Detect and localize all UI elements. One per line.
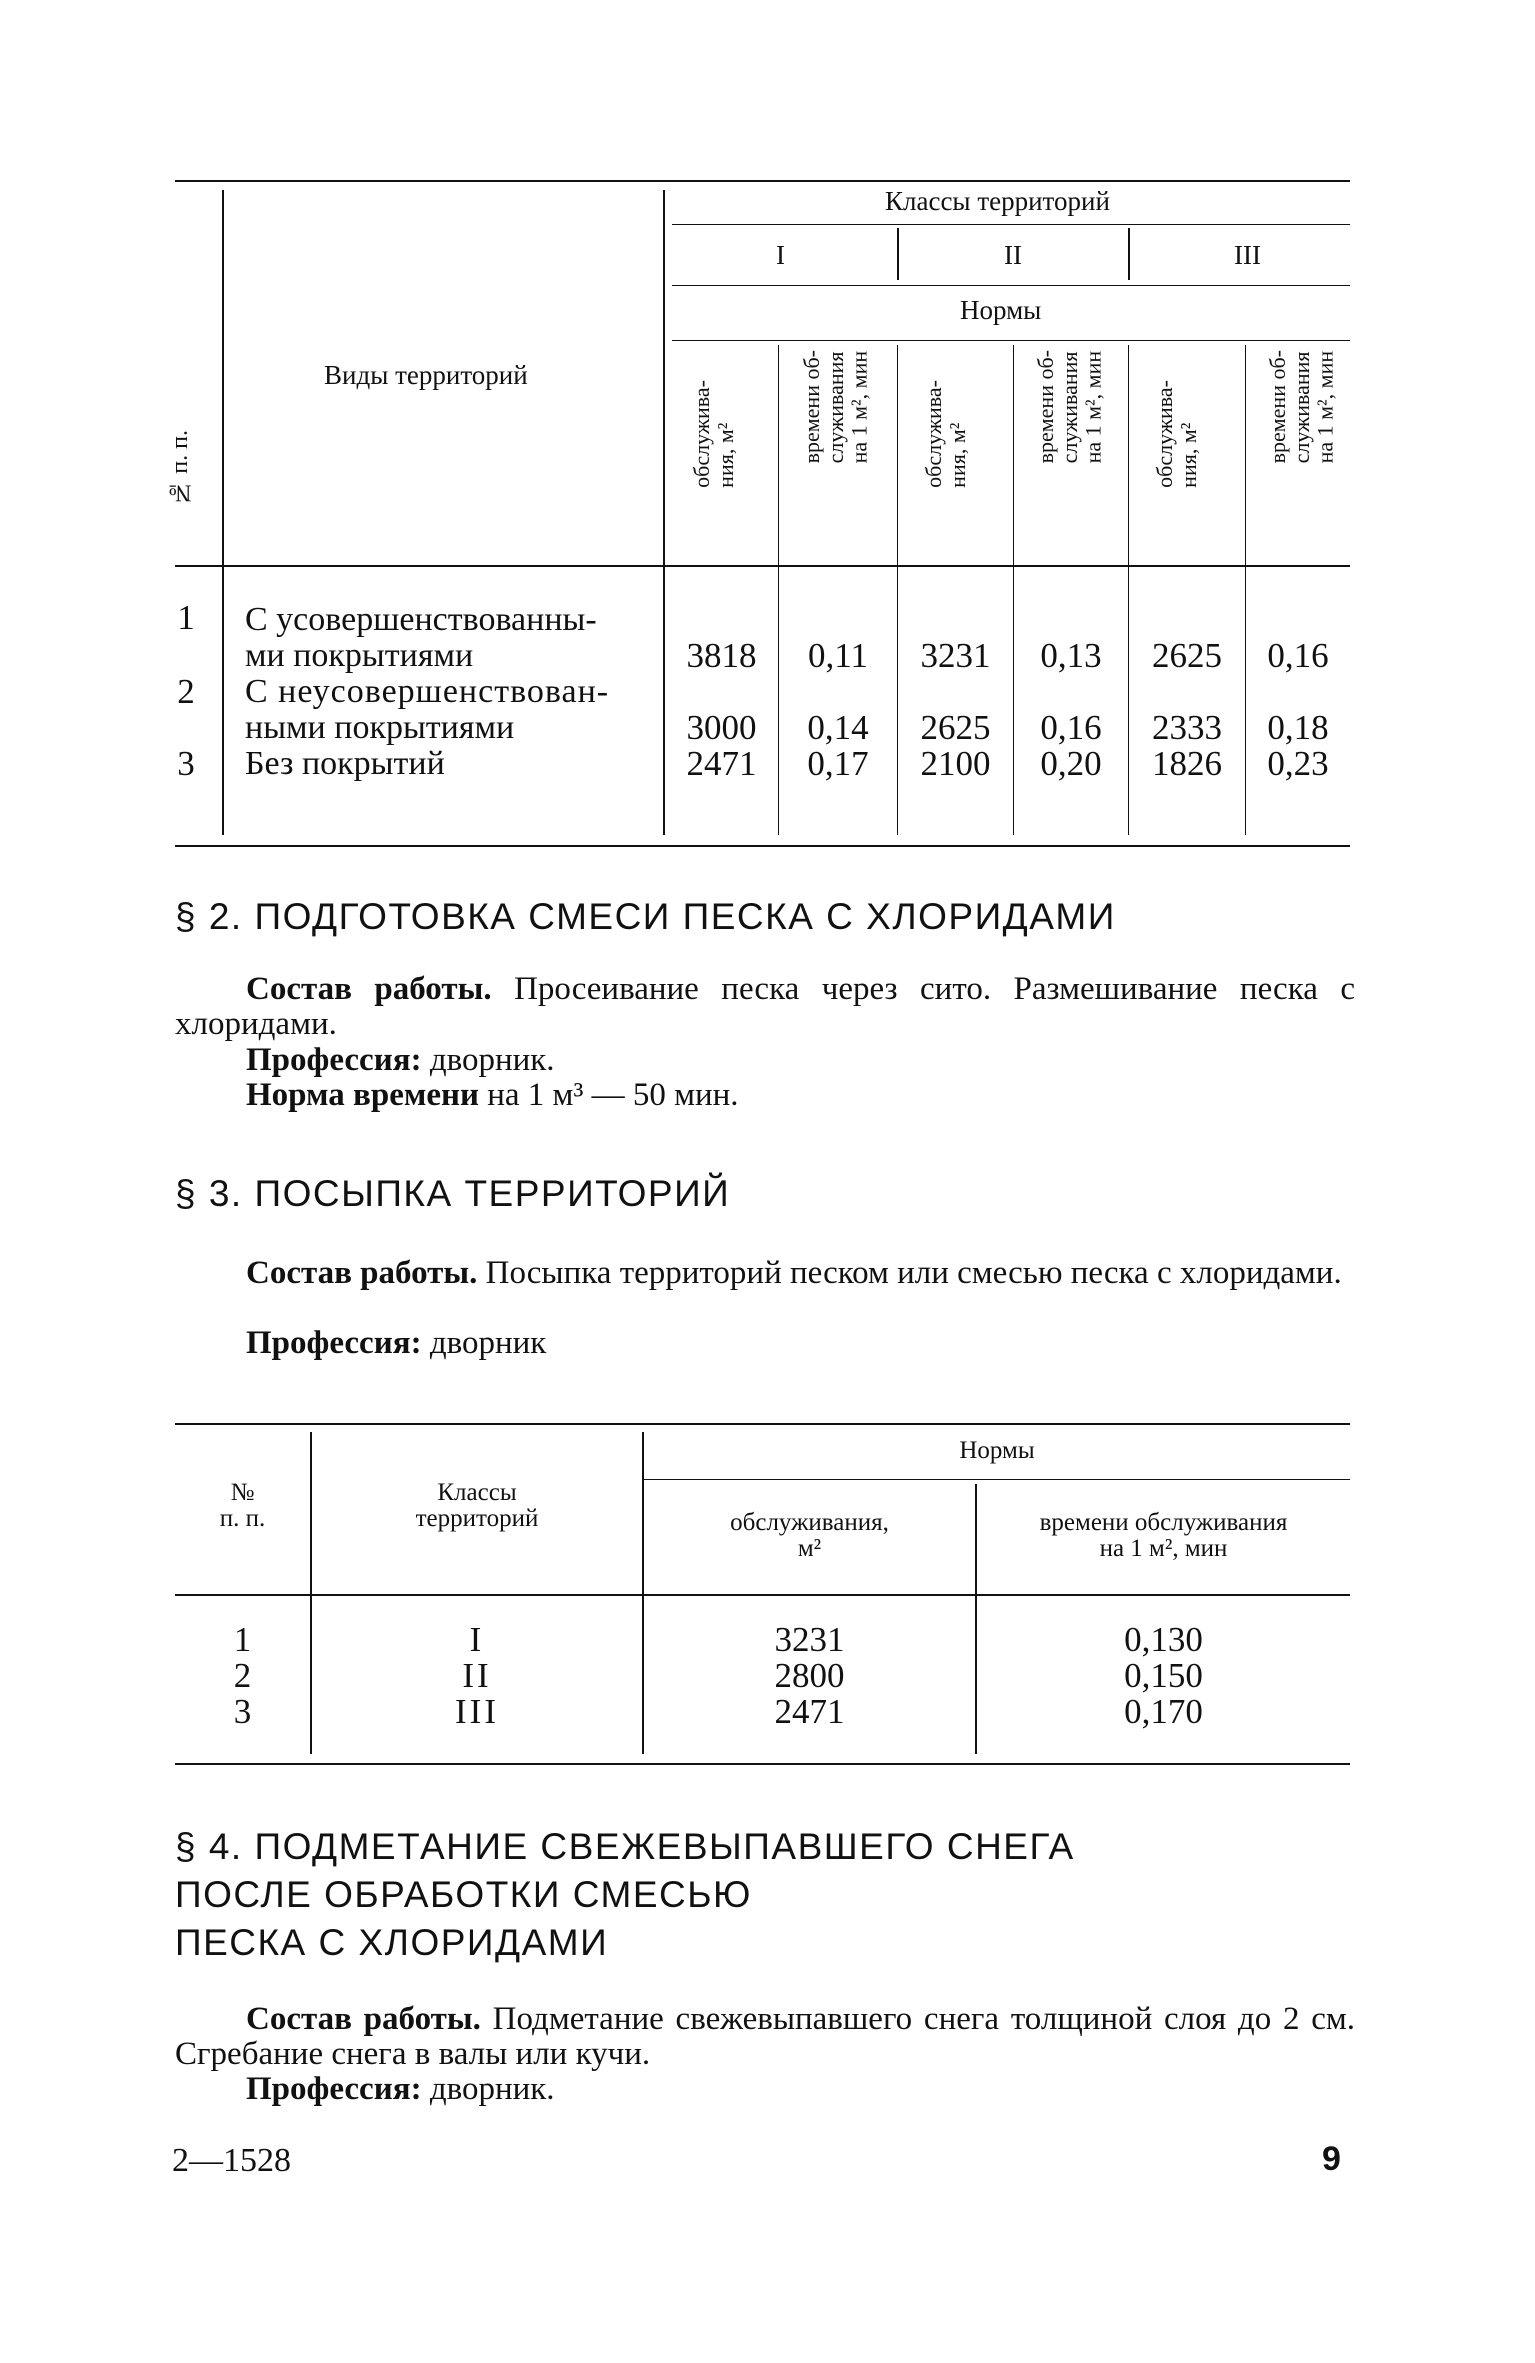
section-4-composition bbox=[175, 2002, 1355, 2072]
value-cell: 0,16 bbox=[1267, 636, 1329, 675]
sub-service-1: обслужива- ния, м² bbox=[689, 380, 738, 488]
composition-text: Подметание свежевыпавшего снега толщиной слоя до 2 см. Сгребание снега в валы или кучи. bbox=[175, 2001, 1356, 2072]
value-cell: 2471 bbox=[686, 744, 757, 783]
value-cell: 0,17 bbox=[807, 744, 869, 783]
profession-text: дворник. bbox=[429, 2071, 555, 2107]
group-header: Классы территорий bbox=[885, 186, 1110, 216]
value-cell: 3231 bbox=[920, 636, 991, 675]
value-cell: 0,20 bbox=[1040, 744, 1102, 783]
class-cell: II bbox=[462, 1656, 492, 1695]
value-cell: 2100 bbox=[920, 744, 991, 783]
sub-service-2: обслужива- ния, м² bbox=[921, 380, 970, 488]
section-3-composition bbox=[175, 1256, 1355, 1291]
class-3-header: III bbox=[1234, 240, 1261, 270]
composition-text: Просеивание песка через сито. Размешивание песка с хлоридами. bbox=[175, 971, 1355, 1042]
service-cell: 3231 bbox=[774, 1620, 845, 1659]
time-cell: 0,130 bbox=[1124, 1620, 1203, 1659]
norms-header: Нормы bbox=[960, 295, 1042, 325]
value-cell: 0,13 bbox=[1040, 636, 1102, 675]
kind-line: Без покрытий bbox=[245, 745, 445, 782]
composition-label: Состав работы. bbox=[246, 1255, 478, 1291]
section-2-profession bbox=[246, 1043, 1426, 1078]
profession-text: дворник. bbox=[429, 1042, 555, 1078]
profession-label: Профессия: bbox=[246, 1042, 422, 1078]
sub-time-1: времени об- служивания на 1 м², мин bbox=[799, 350, 872, 464]
value-cell: 2333 bbox=[1152, 708, 1222, 747]
class-column bbox=[312, 1622, 642, 1730]
kind-line: С усовершенствованны- bbox=[245, 601, 597, 638]
territory-kinds bbox=[245, 602, 645, 782]
number-column bbox=[175, 1622, 310, 1730]
value-cell: 2625 bbox=[1152, 636, 1222, 675]
row-number: 3 bbox=[177, 744, 195, 783]
row-number: 1 bbox=[233, 1620, 252, 1659]
service-column bbox=[644, 1622, 975, 1730]
section-3-profession bbox=[246, 1326, 1426, 1361]
composition-label: Состав работы. bbox=[246, 2001, 481, 2037]
printer-signature: 2—1528 bbox=[172, 2142, 291, 2179]
section-2-norm bbox=[246, 1078, 1426, 1113]
sub-service-3: обслужива- ния, м² bbox=[1152, 380, 1201, 488]
row-number: 2 bbox=[233, 1656, 252, 1695]
value-cell: 0,18 bbox=[1267, 708, 1329, 747]
norm-text: на 1 м³ — 50 мин. bbox=[487, 1077, 739, 1113]
value-cell: 3818 bbox=[686, 636, 757, 675]
class-2-header: II bbox=[1004, 240, 1022, 270]
norms-header: Нормы bbox=[959, 1437, 1035, 1464]
page-number: 9 bbox=[1322, 2140, 1341, 2178]
value-cell: 2625 bbox=[920, 708, 991, 747]
time-column bbox=[977, 1622, 1350, 1730]
value-cell: 0,23 bbox=[1267, 744, 1329, 783]
norm-label: Норма времени bbox=[246, 1077, 479, 1113]
col-service-header: обслуживания, м² bbox=[730, 1509, 889, 1562]
row-number: 2 bbox=[177, 672, 195, 711]
composition-text: Посыпка территорий песком или смесью песка с хлоридами. bbox=[485, 1255, 1342, 1291]
time-cell: 0,150 bbox=[1124, 1656, 1203, 1695]
value-cell: 3000 bbox=[686, 708, 757, 747]
profession-label: Профессия: bbox=[246, 2071, 422, 2107]
class-cell: I bbox=[469, 1620, 485, 1659]
class-cell: III bbox=[455, 1692, 499, 1731]
section-2-title: § 2. ПОДГОТОВКА СМЕСИ ПЕСКА С ХЛОРИДАМИ bbox=[175, 896, 1116, 937]
col-kind-header: Виды территорий bbox=[324, 360, 528, 390]
time-cell: 0,170 bbox=[1124, 1692, 1203, 1731]
col-number-header: № п. п. bbox=[167, 430, 193, 506]
profession-text: дворник bbox=[429, 1325, 547, 1361]
value-cell: 0,16 bbox=[1040, 708, 1102, 747]
row-number: 3 bbox=[233, 1692, 252, 1731]
col-class-header: Классы территорий bbox=[415, 1479, 539, 1532]
value-cell: 0,11 bbox=[808, 636, 868, 675]
sub-time-3: времени об- служивания на 1 м², мин bbox=[1265, 350, 1338, 464]
value-cell: 1826 bbox=[1152, 744, 1222, 783]
kind-line: С неусовершенствован- bbox=[245, 673, 610, 710]
row-number: 1 bbox=[177, 598, 195, 637]
section-2-composition bbox=[175, 972, 1355, 1042]
section-4-profession bbox=[246, 2072, 1426, 2107]
service-cell: 2800 bbox=[774, 1656, 845, 1695]
col-number-header: № п. п. bbox=[219, 1479, 266, 1532]
value-cell: 0,14 bbox=[807, 708, 869, 747]
sub-time-2: времени об- служивания на 1 м², мин bbox=[1033, 350, 1106, 464]
service-cell: 2471 bbox=[774, 1692, 845, 1731]
class-1-header: I bbox=[776, 240, 785, 270]
profession-label: Профессия: bbox=[246, 1325, 422, 1361]
section-4-title: § 4. ПОДМЕТАНИЕ СВЕЖЕВЫПАВШЕГО СНЕГА ПОСЛЕ ОБРАБОТКИ СМЕСЬЮ ПЕСКА С ХЛОРИДАМИ bbox=[175, 1826, 1075, 1963]
kind-line: ми покрытиями bbox=[245, 637, 474, 674]
kind-line: ными покрытиями bbox=[245, 709, 515, 746]
section-3-title: § 3. ПОСЫПКА ТЕРРИТОРИЙ bbox=[175, 1173, 731, 1214]
col-time-header: времени обслуживания на 1 м², мин bbox=[1039, 1509, 1288, 1562]
composition-label: Состав работы. bbox=[246, 971, 492, 1007]
